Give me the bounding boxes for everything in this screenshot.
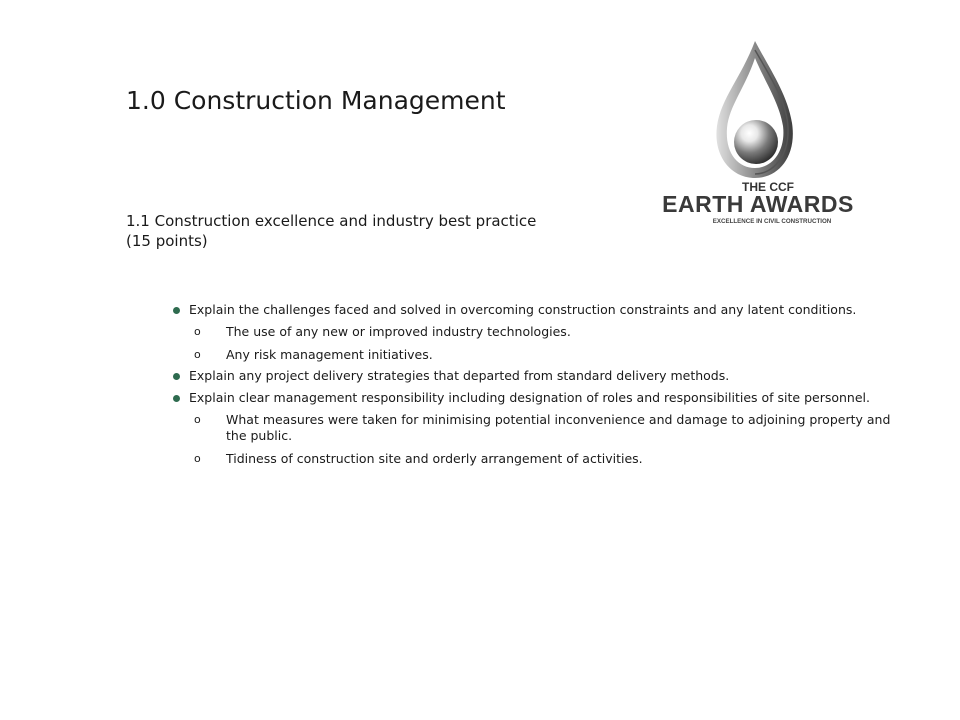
sub-list-item-text: What measures were taken for minimising potential inconvenience and damage to adjoining property and the public.: [226, 412, 891, 443]
sub-list-item-text: The use of any new or improved industry technologies.: [226, 324, 571, 339]
slide-subtitle: [126, 211, 586, 251]
sub-list-item-text: Any risk management initiatives.: [226, 347, 433, 362]
list-item-text: Explain clear management responsibility including designation of roles and responsibilities of site personnel.: [189, 390, 870, 405]
bullet-dot-icon: [173, 307, 180, 314]
criteria-list: [168, 302, 908, 474]
sub-list-item: [168, 347, 908, 363]
bullet-circle-icon: o: [194, 348, 201, 361]
earth-awards-logo: [637, 38, 879, 234]
logo-line-1: THE CCF: [742, 180, 794, 194]
sphere-icon: [734, 120, 778, 164]
sub-list-item-text: Tidiness of construction site and orderly arrangement of activities.: [226, 451, 643, 466]
bullet-circle-icon: o: [194, 413, 201, 426]
logo-line-2: EARTH AWARDS: [662, 191, 854, 217]
bullet-dot-icon: [173, 373, 180, 380]
subtitle-line-2: (15 points): [126, 232, 208, 250]
list-item-text: Explain any project delivery strategies that departed from standard delivery methods.: [189, 368, 730, 383]
list-item-text: Explain the challenges faced and solved in overcoming construction constraints and any latent conditions.: [189, 302, 857, 317]
list-item: [168, 390, 908, 467]
list-item: [168, 302, 908, 363]
logo-line-3: EXCELLENCE IN CIVIL CONSTRUCTION: [712, 218, 832, 225]
subtitle-line-1: 1.1 Construction excellence and industry best practice: [126, 212, 537, 230]
bullet-circle-icon: o: [194, 452, 201, 465]
bullet-circle-icon: o: [194, 325, 201, 338]
slide-title: 1.0 Construction Management: [126, 86, 506, 115]
sub-list-item: [168, 451, 908, 467]
sub-list-item: [168, 412, 908, 444]
bullet-dot-icon: [173, 395, 180, 402]
list-item: [168, 368, 908, 384]
sub-list-item: [168, 324, 908, 340]
